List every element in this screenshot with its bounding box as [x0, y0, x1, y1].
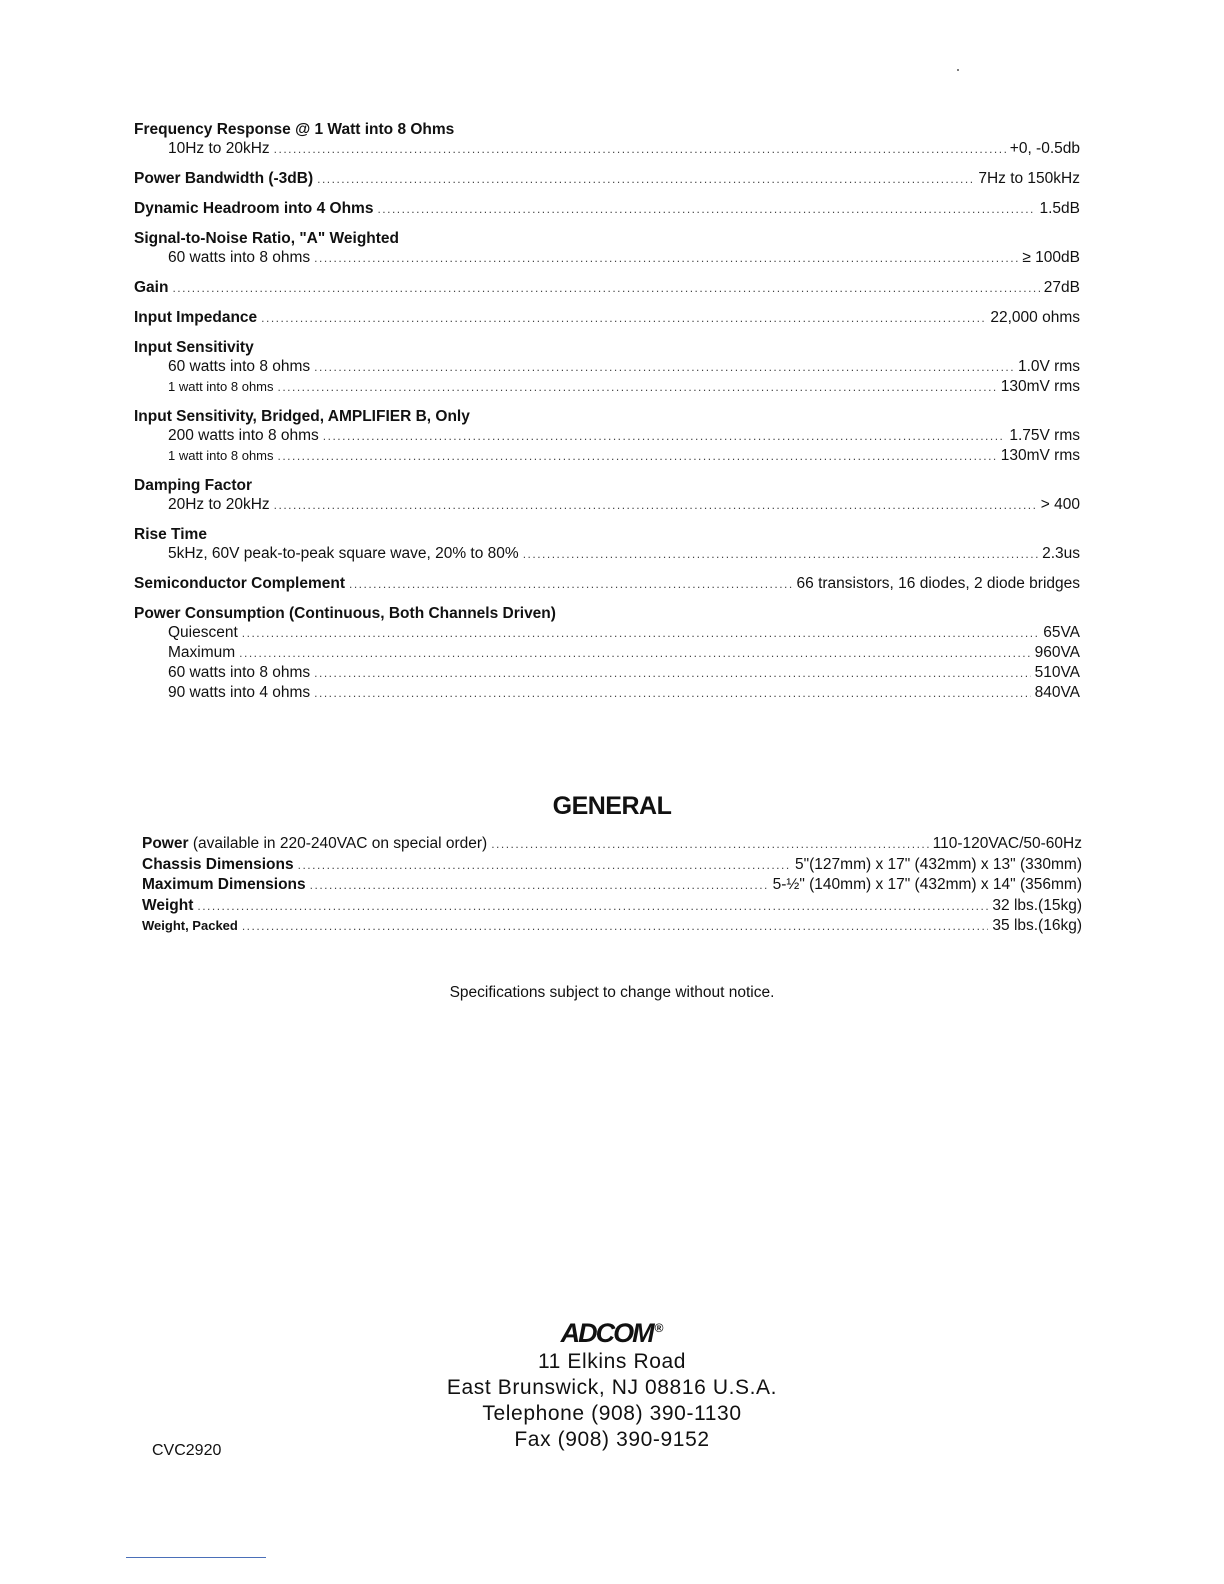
- general-row-power: [142, 834, 1082, 855]
- spec-row: [134, 139, 1080, 159]
- logo-text: ADCOM: [560, 1318, 653, 1348]
- spec-row: [134, 377, 1080, 397]
- address-line: 11 Elkins Road: [537, 1350, 687, 1373]
- spec-value: 2.3us: [1042, 545, 1080, 562]
- fax-line: Fax (908) 390-9152: [514, 1428, 710, 1451]
- dot-leader: [491, 835, 928, 855]
- general-row-weight: [142, 896, 1082, 917]
- spec-label: 10Hz to 20kHz: [168, 140, 270, 157]
- spec-value: 27dB: [1043, 279, 1080, 296]
- bottom-rule: [126, 1557, 266, 1558]
- dot-leader: [523, 545, 1038, 564]
- spec-row: [134, 169, 1080, 189]
- dot-leader: [323, 427, 1006, 446]
- spec-label: 60 watts into 8 ohms: [168, 358, 311, 375]
- spec-row: [134, 544, 1080, 564]
- spec-heading: Input Sensitivity: [134, 339, 254, 356]
- spec-value: 65VA: [1043, 624, 1080, 641]
- registered-mark: ®: [654, 1321, 664, 1335]
- spec-signal-to-noise: [134, 229, 1080, 268]
- spec-value: 35 lbs.(16kg): [992, 917, 1082, 934]
- spec-input-sensitivity: [134, 338, 1080, 397]
- dot-leader: [298, 856, 791, 876]
- spec-heading: Signal-to-Noise Ratio, "A" Weighted: [134, 230, 399, 247]
- spec-heading: Power Consumption (Continuous, Both Channels Driven): [134, 605, 556, 622]
- document-code: CVC2920: [152, 1442, 222, 1459]
- spec-heading: Rise Time: [134, 526, 207, 543]
- spec-input-impedance: [134, 308, 1080, 328]
- dot-leader: [278, 378, 997, 397]
- spec-label: Weight, Packed: [142, 918, 238, 933]
- spec-label: 200 watts into 8 ohms: [168, 427, 319, 444]
- spec-label: Maximum: [168, 644, 236, 661]
- spec-label: 5kHz, 60V peak-to-peak square wave, 20% to 80%: [168, 545, 519, 562]
- dot-leader: [314, 249, 1018, 268]
- general-row-weight-packed: [142, 916, 1082, 937]
- spec-label: 20Hz to 20kHz: [168, 496, 270, 513]
- spec-dynamic-headroom: [134, 199, 1080, 219]
- dot-leader: [261, 309, 986, 328]
- spec-label: 60 watts into 8 ohms: [168, 664, 311, 681]
- spec-value: 130mV rms: [1000, 378, 1080, 395]
- spec-row: [134, 574, 1080, 594]
- spec-row: [134, 663, 1080, 683]
- spec-power-consumption: [134, 604, 1080, 703]
- spec-semiconductor-complement: [134, 574, 1080, 594]
- spec-value: 66 transistors, 16 diodes, 2 diode bridges: [796, 575, 1080, 592]
- spec-value: 32 lbs.(15kg): [992, 896, 1082, 914]
- spec-value: 1.75V rms: [1009, 427, 1080, 444]
- spec-label: Semiconductor Complement: [134, 575, 345, 592]
- dot-leader: [242, 917, 989, 937]
- spec-label: Weight: [142, 896, 194, 914]
- general-section-title: GENERAL: [552, 792, 672, 820]
- spec-rise-time: [134, 525, 1080, 564]
- spec-value: 7Hz to 150kHz: [978, 170, 1080, 187]
- dot-leader: [314, 684, 1030, 703]
- spec-row: [134, 683, 1080, 703]
- spec-label: Maximum Dimensions: [142, 876, 306, 893]
- spec-heading: Input Sensitivity, Bridged, AMPLIFIER B, Only: [134, 408, 470, 425]
- spec-heading: Frequency Response @ 1 Watt into 8 Ohms: [134, 121, 455, 138]
- spec-row: [134, 426, 1080, 446]
- spec-label: Gain: [134, 279, 169, 296]
- spec-row: [134, 357, 1080, 377]
- dot-leader: [274, 496, 1037, 515]
- scan-speck: [957, 69, 959, 71]
- change-notice: Specifications subject to change without notice.: [449, 984, 775, 1001]
- spec-row: [134, 308, 1080, 328]
- spec-value: 5"(127mm) x 17" (432mm) x 13" (330mm): [795, 855, 1082, 873]
- spec-frequency-response: [134, 120, 1080, 159]
- company-footer: [0, 1318, 1224, 1453]
- spec-value: 130mV rms: [1000, 447, 1080, 464]
- spec-row: [134, 643, 1080, 663]
- spec-label: 1 watt into 8 ohms: [168, 448, 274, 463]
- spec-value: 1.5dB: [1039, 200, 1080, 217]
- specifications-list: [134, 120, 1080, 705]
- spec-row: [134, 495, 1080, 515]
- spec-label: Power Bandwidth (-3dB): [134, 170, 314, 187]
- telephone-line: Telephone (908) 390-1130: [482, 1402, 742, 1425]
- dot-leader: [314, 664, 1030, 683]
- spec-value: 960VA: [1034, 644, 1080, 661]
- spec-label: 90 watts into 4 ohms: [168, 684, 311, 701]
- dot-leader: [274, 140, 1006, 159]
- spec-value: 110-120VAC/50-60Hz: [932, 835, 1082, 852]
- dot-leader: [239, 644, 1030, 663]
- general-row-maximum-dimensions: [142, 875, 1082, 896]
- general-row-chassis-dimensions: [142, 855, 1082, 876]
- spec-label-note: (available in 220-240VAC on special order): [188, 835, 488, 852]
- dot-leader: [349, 575, 793, 594]
- spec-value: +0, -0.5db: [1009, 140, 1080, 157]
- dot-leader: [310, 876, 769, 896]
- spec-value: 5-½" (140mm) x 17" (432mm) x 14" (356mm): [772, 876, 1082, 893]
- spec-input-sensitivity-bridged: [134, 407, 1080, 466]
- dot-leader: [242, 624, 1039, 643]
- spec-label: Quiescent: [168, 624, 238, 641]
- spec-label: [142, 834, 487, 854]
- spec-value: 1.0V rms: [1017, 358, 1080, 375]
- spec-value: > 400: [1040, 496, 1080, 513]
- spec-value: 22,000 ohms: [990, 309, 1080, 326]
- spec-power-bandwidth: [134, 169, 1080, 189]
- general-specifications: [142, 834, 1082, 937]
- spec-value: 840VA: [1034, 684, 1080, 701]
- adcom-logo: [0, 1318, 1224, 1349]
- spec-label: Dynamic Headroom into 4 Ohms: [134, 200, 374, 217]
- spec-value: ≥ 100dB: [1022, 249, 1080, 266]
- spec-label: 1 watt into 8 ohms: [168, 379, 274, 394]
- dot-leader: [278, 447, 997, 466]
- spec-heading: Damping Factor: [134, 477, 252, 494]
- spec-row: [134, 623, 1080, 643]
- spec-damping-factor: [134, 476, 1080, 515]
- dot-leader: [197, 897, 988, 917]
- spec-label: 60 watts into 8 ohms: [168, 249, 311, 266]
- dot-leader: [317, 170, 974, 189]
- dot-leader: [377, 200, 1035, 219]
- spec-row: [134, 446, 1080, 466]
- spec-gain: [134, 278, 1080, 298]
- spec-label: Input Impedance: [134, 309, 258, 326]
- spec-label: Chassis Dimensions: [142, 855, 294, 873]
- spec-label-bold: Power: [142, 835, 189, 852]
- dot-leader: [314, 358, 1014, 377]
- dot-leader: [172, 279, 1039, 298]
- spec-row: [134, 199, 1080, 219]
- spec-value: 510VA: [1034, 664, 1080, 681]
- spec-row: [134, 248, 1080, 268]
- spec-row: [134, 278, 1080, 298]
- address-line: East Brunswick, NJ 08816 U.S.A.: [446, 1376, 778, 1399]
